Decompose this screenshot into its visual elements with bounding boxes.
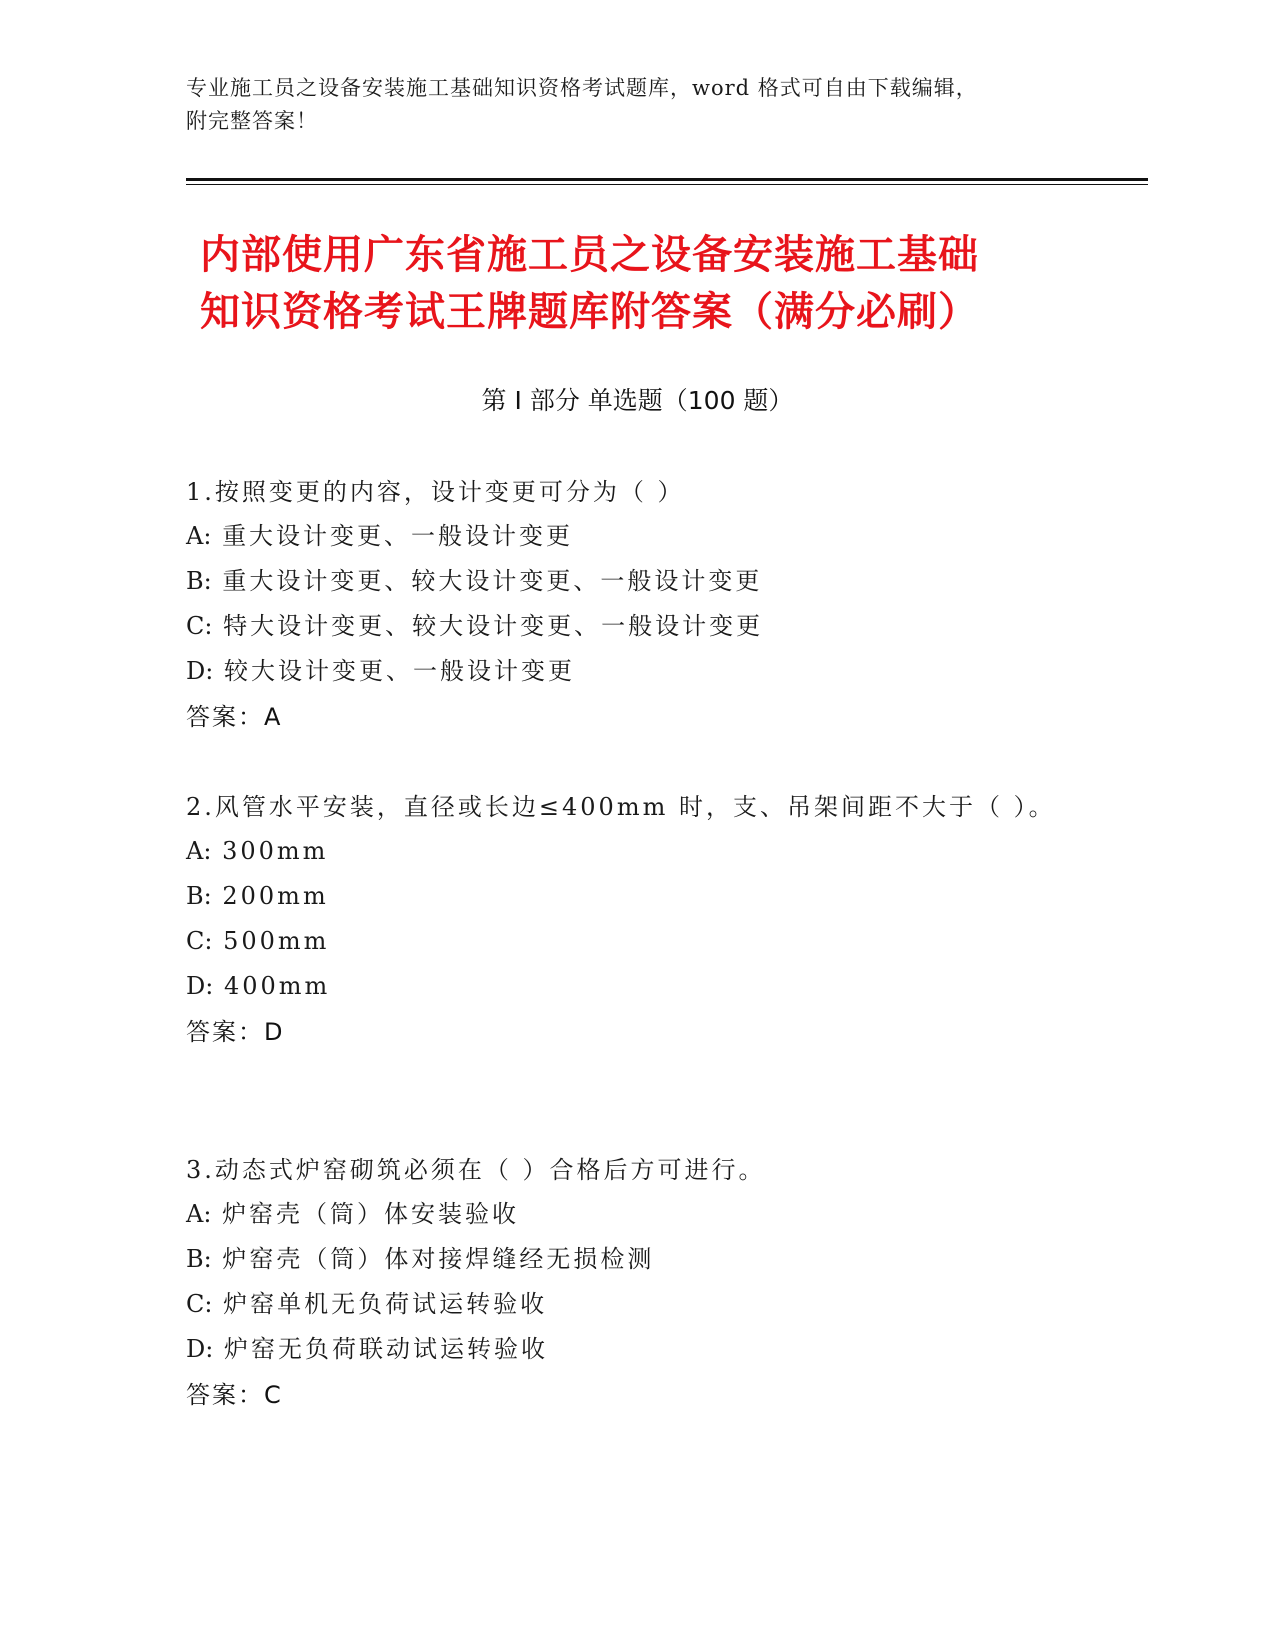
option-b (186, 1237, 1066, 1282)
header-rule-thick (186, 178, 1148, 181)
option-letter: C: (186, 612, 213, 640)
option-letter: C: (186, 927, 213, 955)
option-d (186, 649, 1066, 694)
question-stem: 1.按照变更的内容，设计变更可分为（ ） (186, 478, 685, 506)
option-d (186, 964, 1066, 1009)
option-d (186, 1327, 1066, 1372)
option-text: 重大设计变更、一般设计变更 (222, 522, 574, 550)
question-2 (186, 785, 1066, 1055)
option-b (186, 559, 1066, 604)
option-c (186, 1282, 1066, 1327)
option-text: 300mm (222, 837, 329, 865)
option-letter: D: (186, 1335, 214, 1363)
option-a (186, 829, 1066, 874)
option-text: 炉窑壳（筒）体安装验收 (222, 1200, 520, 1228)
answer-label: 答案：A (186, 703, 283, 731)
option-letter: B: (186, 1245, 212, 1273)
question-stem: 2.风管水平安装，直径或长边≤400mm 时，支、吊架间距不大于（ ）。 (186, 793, 1056, 821)
option-letter: D: (186, 657, 214, 685)
header-note-line-1: 专业施工员之设备安装施工基础知识资格考试题库，word 格式可自由下载编辑， (186, 76, 978, 100)
document-title-line-1: 内部使用广东省施工员之设备安装施工基础 (200, 232, 979, 278)
document-title (200, 227, 1100, 341)
option-a (186, 514, 1066, 559)
question-3 (186, 1148, 1066, 1418)
question-1 (186, 470, 1066, 740)
option-text: 500mm (223, 927, 330, 955)
option-text: 400mm (223, 972, 331, 1000)
document-title-line-2: 知识资格考试王牌题库附答案（满分必刷） (200, 289, 979, 335)
option-text: 较大设计变更、一般设计变更 (223, 657, 575, 685)
section-heading: 第 I 部分 单选题（100 题） (481, 386, 794, 415)
option-text: 炉窑壳（筒）体对接焊缝经无损检测 (222, 1245, 655, 1273)
answer-label: 答案：C (186, 1381, 283, 1409)
option-letter: B: (186, 567, 212, 595)
option-text: 200mm (222, 882, 329, 910)
option-letter: B: (186, 882, 212, 910)
option-text: 炉窑单机无负荷试运转验收 (223, 1290, 548, 1318)
header-rule-thin (186, 184, 1148, 185)
option-text: 炉窑无负荷联动试运转验收 (223, 1335, 548, 1363)
option-b (186, 874, 1066, 919)
option-c (186, 604, 1066, 649)
answer-label: 答案：D (186, 1018, 285, 1046)
option-letter: A: (186, 837, 212, 865)
option-letter: A: (186, 1200, 212, 1228)
option-text: 重大设计变更、较大设计变更、一般设计变更 (222, 567, 763, 595)
option-letter: D: (186, 972, 214, 1000)
header-note-line-2: 附完整答案！ (186, 109, 318, 133)
option-a (186, 1192, 1066, 1237)
option-letter: A: (186, 522, 212, 550)
option-c (186, 919, 1066, 964)
option-letter: C: (186, 1290, 213, 1318)
header-note (186, 72, 1086, 138)
option-text: 特大设计变更、较大设计变更、一般设计变更 (223, 612, 764, 640)
question-stem: 3.动态式炉窑砌筑必须在（ ）合格后方可进行。 (186, 1156, 766, 1184)
